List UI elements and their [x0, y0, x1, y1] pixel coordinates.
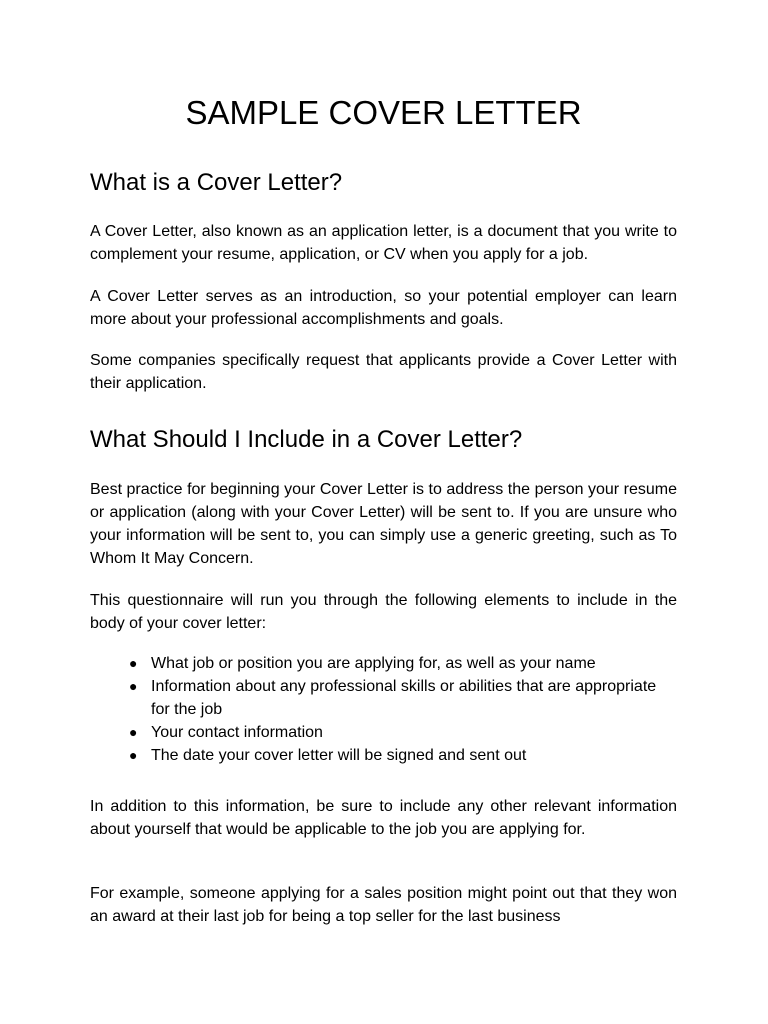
document-title: SAMPLE COVER LETTER [185, 94, 582, 131]
bullet-list [90, 652, 677, 767]
section-heading-what-is: What is a Cover Letter? [90, 169, 343, 196]
section-heading-what-to-include: What Should I Include in a Cover Letter? [90, 426, 523, 453]
bullet-icon: ● [129, 747, 138, 763]
bullet-icon: ● [129, 678, 138, 694]
list-item-text: The date your cover letter will be signed and sent out [151, 747, 527, 764]
list-item [90, 744, 677, 767]
list-item-text: What job or position you are applying for, as well as your name [151, 655, 596, 672]
list-item [90, 652, 677, 675]
paragraph: A Cover Letter, also known as an application letter, is a document that you write to complement your resume, application, or CV when you apply for a job. [90, 223, 677, 263]
paragraph: Best practice for beginning your Cover Letter is to address the person your resume or application (along with your Cover Letter) will be sent to. If you are unsure who your information will be sent to, you can simply use a generic greeting, such as To Whom It May Concern. [90, 481, 677, 567]
paragraph: This questionnaire will run you through the following elements to include in the body of your cover letter: [90, 592, 677, 632]
list-item [90, 721, 677, 744]
bullet-icon: ● [129, 655, 138, 671]
list-item-text: Your contact information [151, 724, 323, 741]
bullet-icon: ● [129, 724, 138, 740]
paragraph: Some companies specifically request that applicants provide a Cover Letter with their application. [90, 352, 677, 392]
paragraph: In addition to this information, be sure to include any other relevant information about yourself that would be applicable to the job you are applying for. [90, 798, 677, 838]
paragraph: For example, someone applying for a sales position might point out that they won an award at their last job for being a top seller for the last business [90, 885, 677, 925]
list-item-text: Information about any professional skills or abilities that are appropriate for the job [151, 678, 657, 718]
paragraph: A Cover Letter serves as an introduction, so your potential employer can learn more about your professional accomplishments and goals. [90, 288, 677, 328]
list-item [90, 675, 677, 721]
